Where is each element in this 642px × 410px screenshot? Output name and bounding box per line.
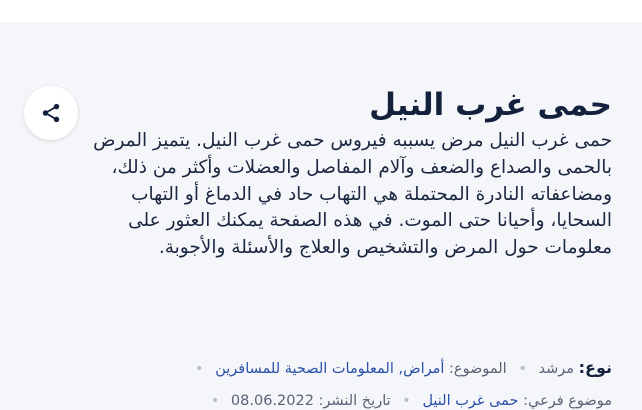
article-description: حمى غرب النيل مرض يسببه فيروس حمى غرب النيل. يتميز المرض بالحمى والصداع والضعف وآلام المفاصل والعضلات وأكثر من ذلك، ومضاعفاته النادرة المحتملة هي التهاب حاد في الدماغ أو التهاب السحايا، وأحيانا حتى الموت. في هذه الصفحة يمكنك العثور على معلومات حول المرض والتشخيص والعلاج والأسئلة والأجوبة. [93, 130, 612, 259]
subtopic-label: موضوع فرعي: [523, 393, 612, 409]
type-value: مرشد [538, 361, 575, 377]
topic-label: الموضوع: [449, 361, 507, 377]
separator-dot: • [195, 361, 204, 377]
share-icon [40, 102, 62, 124]
subtopic-link[interactable]: حمى غرب النيل [422, 393, 519, 409]
date-value: 08.06.2022 [230, 393, 314, 409]
separator-dot: • [402, 393, 411, 409]
type-label: نوع: [578, 358, 612, 377]
separator-dot: • [210, 393, 220, 409]
page-top-band [0, 0, 642, 22]
topic-link[interactable]: أمراض, المعلومات الصحية للمسافرين [215, 361, 445, 377]
page-title: حمى غرب النيل [369, 87, 612, 123]
article-content [72, 84, 612, 262]
separator-dot: • [518, 361, 527, 377]
meta-row-2 [12, 385, 612, 410]
meta-row-1 [12, 352, 612, 385]
share-button[interactable] [24, 86, 78, 140]
date-label: تاريخ النشر: [318, 393, 391, 409]
article-meta [12, 352, 612, 410]
article-card [0, 22, 642, 410]
